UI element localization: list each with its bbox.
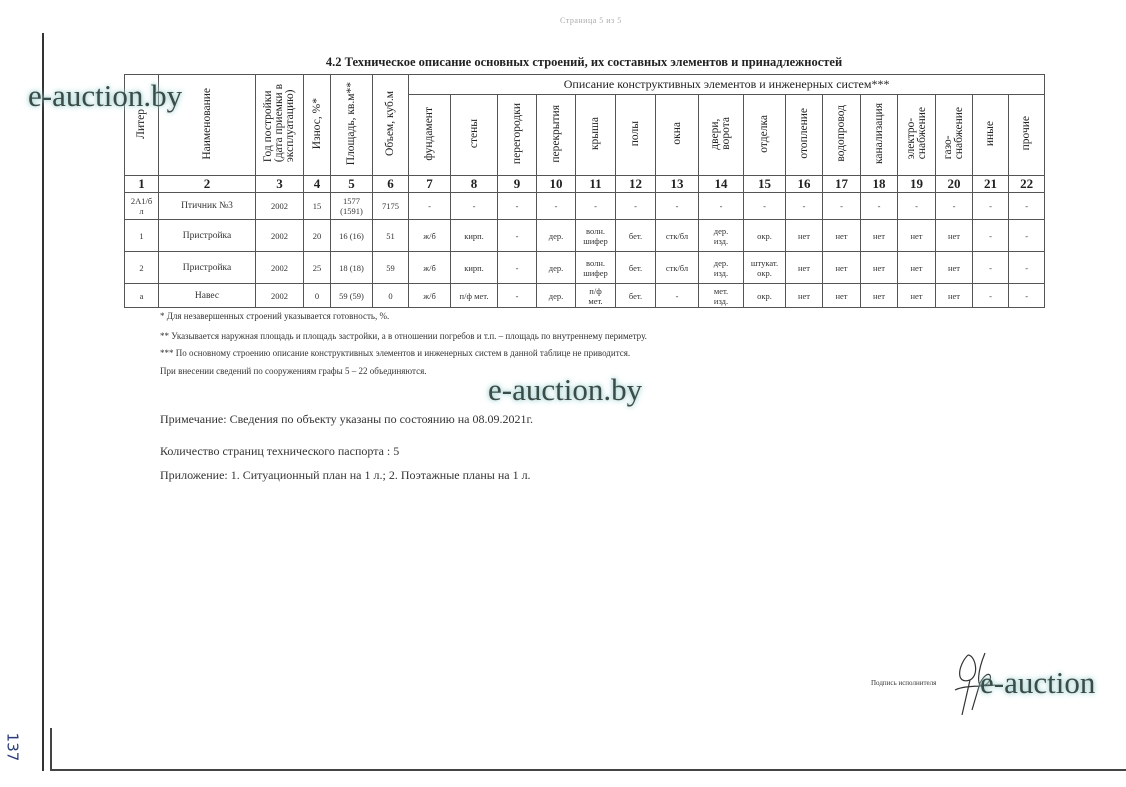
column-header xyxy=(823,95,861,176)
table-cell: - xyxy=(451,193,498,220)
column-number: 2 xyxy=(159,176,256,193)
column-header-label: перекрытия xyxy=(549,104,562,163)
table-cell: Птичник №3 xyxy=(159,193,256,220)
handwritten-page-number: 137 xyxy=(3,732,22,762)
margin-line xyxy=(42,33,44,771)
table-cell: штукат. окр. xyxy=(744,252,786,284)
column-header-label: прочие xyxy=(1020,116,1033,151)
table-cell: дер. xyxy=(537,284,576,308)
table-cell: 20 xyxy=(304,220,331,252)
table-cell: - xyxy=(537,193,576,220)
table-cell: 2А1/б л xyxy=(125,193,159,220)
column-number: 8 xyxy=(451,176,498,193)
column-header-label: канализация xyxy=(872,102,885,164)
table-cell: - xyxy=(973,284,1009,308)
table-cell: 15 xyxy=(304,193,331,220)
table-cell: - xyxy=(823,193,861,220)
table-cell: ж/б xyxy=(409,252,451,284)
table-cell: - xyxy=(498,252,537,284)
table-cell: - xyxy=(1009,193,1045,220)
column-number: 7 xyxy=(409,176,451,193)
table-cell: п/ф мет. xyxy=(576,284,616,308)
column-header-label: Год постройки (дата приемки в эксплуатацию) xyxy=(262,84,296,163)
table-row xyxy=(125,252,1045,284)
table-cell: - xyxy=(898,193,936,220)
table-cell: а xyxy=(125,284,159,308)
column-number: 14 xyxy=(699,176,744,193)
table-cell: волн. шифер xyxy=(576,252,616,284)
footnote-2: ** Указывается наружная площадь и площадь застройки, а в отношении погребов и т.п. – площадь по внутреннему периметру. xyxy=(160,331,647,341)
column-number-row xyxy=(125,176,1045,193)
table-cell: 2002 xyxy=(256,252,304,284)
table-cell: нет xyxy=(786,252,823,284)
table-cell: дер. xyxy=(537,252,576,284)
table-cell: - xyxy=(936,193,973,220)
column-header-label: фундамент xyxy=(423,106,435,161)
column-header xyxy=(699,95,744,176)
column-header xyxy=(409,95,451,176)
column-header-label: Наименование xyxy=(200,87,213,160)
column-header-label: Объем, куб.м xyxy=(384,91,396,156)
table-cell: нет xyxy=(786,284,823,308)
column-header xyxy=(1009,95,1045,176)
table-cell: нет xyxy=(861,220,898,252)
table-cell: Пристройка xyxy=(159,252,256,284)
group-header: Описание конструктивных элементов и инженерных систем*** xyxy=(409,75,1045,95)
column-number: 10 xyxy=(537,176,576,193)
column-number: 9 xyxy=(498,176,537,193)
note-text: Примечание: Сведения по объекту указаны по состоянию на 08.09.2021г. xyxy=(160,412,534,426)
corner-line xyxy=(50,728,52,771)
table-cell: - xyxy=(1009,252,1045,284)
watermark: e-auction.by xyxy=(28,78,183,113)
table-cell: нет xyxy=(823,252,861,284)
watermark: e-auction.by xyxy=(488,372,643,407)
table-cell: 1 xyxy=(125,220,159,252)
column-number: 21 xyxy=(973,176,1009,193)
table-cell: кирп. xyxy=(451,252,498,284)
footnote-4: При внесении сведений по сооружениям графы 5 – 22 объединяются. xyxy=(160,366,427,376)
footnote-3: *** По основному строению описание конструктивных элементов и инженерных систем в данной таблице не приводится. xyxy=(160,348,631,358)
table-cell: 51 xyxy=(373,220,409,252)
table-cell: Пристройка xyxy=(159,220,256,252)
table-cell: дер. xyxy=(537,220,576,252)
column-header-label: перегородки xyxy=(510,102,523,165)
table-cell: - xyxy=(1009,284,1045,308)
column-header xyxy=(256,75,304,176)
table-cell: бет. xyxy=(616,284,656,308)
table-cell: нет xyxy=(898,220,936,252)
table-cell: дер. изд. xyxy=(699,220,744,252)
table-cell: 7175 xyxy=(373,193,409,220)
table-cell: - xyxy=(861,193,898,220)
table-cell: - xyxy=(973,220,1009,252)
table-cell: 1577 (1591) xyxy=(331,193,373,220)
bottom-line xyxy=(50,769,1126,771)
table-cell: - xyxy=(1009,220,1045,252)
column-header-label: иные xyxy=(984,120,996,147)
footnote-1: * Для незавершенных строений указывается готовность, %. xyxy=(160,311,390,321)
table-row xyxy=(125,220,1045,252)
table-cell: стк/бл xyxy=(656,220,699,252)
table-cell: 2002 xyxy=(256,220,304,252)
table-cell: нет xyxy=(898,284,936,308)
table-cell: ж/б xyxy=(409,284,451,308)
column-number: 17 xyxy=(823,176,861,193)
appendix-text: Приложение: 1. Ситуационный план на 1 л.; 2. Поэтажные планы на 1 л. xyxy=(160,468,531,482)
table-cell: мет. изд. xyxy=(699,284,744,308)
table-cell: - xyxy=(498,284,537,308)
table-cell: нет xyxy=(823,220,861,252)
page-count-text: Количество страниц технического паспорта : 5 xyxy=(160,444,400,458)
column-header-label: водопровод xyxy=(835,105,847,162)
column-header-label: стены xyxy=(467,118,480,149)
table-cell: - xyxy=(616,193,656,220)
column-header xyxy=(936,95,973,176)
buildings-table xyxy=(124,74,1045,308)
column-number: 12 xyxy=(616,176,656,193)
table-cell: нет xyxy=(861,252,898,284)
table-cell: нет xyxy=(936,284,973,308)
column-number: 1 xyxy=(125,176,159,193)
column-number: 13 xyxy=(656,176,699,193)
column-header xyxy=(616,95,656,176)
table-cell: нет xyxy=(861,284,898,308)
table-cell: - xyxy=(786,193,823,220)
table-cell: 59 (59) xyxy=(331,284,373,308)
column-number: 19 xyxy=(898,176,936,193)
table-cell: нет xyxy=(898,252,936,284)
column-header-label: двери, ворота xyxy=(709,117,732,150)
column-header-label: газо- снабжение xyxy=(942,107,965,160)
table-cell: - xyxy=(744,193,786,220)
table-cell: - xyxy=(973,252,1009,284)
table-cell: 0 xyxy=(304,284,331,308)
table-cell: - xyxy=(576,193,616,220)
table-cell: 2 xyxy=(125,252,159,284)
table-cell: - xyxy=(656,193,699,220)
table-cell: нет xyxy=(786,220,823,252)
column-number: 20 xyxy=(936,176,973,193)
table-cell: 18 (18) xyxy=(331,252,373,284)
table-cell: - xyxy=(699,193,744,220)
column-number: 6 xyxy=(373,176,409,193)
column-header-label: крыша xyxy=(589,116,601,151)
table-cell: п/ф мет. xyxy=(451,284,498,308)
table-cell: 59 xyxy=(373,252,409,284)
column-header-label: полы xyxy=(629,120,641,147)
column-header-label: окна xyxy=(670,122,683,145)
column-header-label: отделка xyxy=(758,114,770,153)
table-cell: бет. xyxy=(616,220,656,252)
table-cell: нет xyxy=(936,252,973,284)
column-number: 22 xyxy=(1009,176,1045,193)
section-title: 4.2 Техническое описание основных строений, их составных элементов и принадлежностей xyxy=(325,55,843,69)
table-cell: - xyxy=(498,193,537,220)
column-header-label: Износ, %* xyxy=(310,97,323,150)
column-header xyxy=(373,75,409,176)
column-number: 5 xyxy=(331,176,373,193)
table-cell: - xyxy=(973,193,1009,220)
column-number: 16 xyxy=(786,176,823,193)
table-cell: 0 xyxy=(373,284,409,308)
table-cell: 16 (16) xyxy=(331,220,373,252)
column-header xyxy=(331,75,373,176)
column-header-label: Литер xyxy=(135,108,147,139)
column-header xyxy=(576,95,616,176)
column-number: 18 xyxy=(861,176,898,193)
table-cell: дер. изд. xyxy=(699,252,744,284)
table-cell: нет xyxy=(823,284,861,308)
column-number: 15 xyxy=(744,176,786,193)
table-cell: кирп. xyxy=(451,220,498,252)
table-cell: 25 xyxy=(304,252,331,284)
column-number: 11 xyxy=(576,176,616,193)
column-header-label: электро- снабжение xyxy=(904,107,928,160)
column-header xyxy=(786,95,823,176)
table-cell: 2002 xyxy=(256,193,304,220)
column-number: 4 xyxy=(304,176,331,193)
column-header-label: отопление xyxy=(797,108,810,159)
table-cell: 2002 xyxy=(256,284,304,308)
column-header xyxy=(537,95,576,176)
table-cell: ж/б xyxy=(409,220,451,252)
table-cell: - xyxy=(656,284,699,308)
table-cell: бет. xyxy=(616,252,656,284)
table-cell: - xyxy=(409,193,451,220)
column-header xyxy=(451,95,498,176)
column-header xyxy=(861,95,898,176)
signature-label: Подпись исполнителя xyxy=(871,679,937,687)
column-number: 3 xyxy=(256,176,304,193)
column-header xyxy=(498,95,537,176)
column-header xyxy=(744,95,786,176)
table-cell: нет xyxy=(936,220,973,252)
table-cell: стк/бл xyxy=(656,252,699,284)
column-header xyxy=(898,95,936,176)
table-cell: окр. xyxy=(744,284,786,308)
table-cell: окр. xyxy=(744,220,786,252)
column-header xyxy=(973,95,1009,176)
column-header-label: Площадь, кв.м** xyxy=(345,81,357,166)
table-cell: Навес xyxy=(159,284,256,308)
column-header xyxy=(656,95,699,176)
table-row xyxy=(125,193,1045,220)
watermark: e-auction xyxy=(980,665,1096,700)
column-header xyxy=(304,75,331,176)
table-cell: волн. шифер xyxy=(576,220,616,252)
page-header: Страница 5 из 5 xyxy=(560,16,622,25)
header-row xyxy=(125,75,1045,95)
table-row xyxy=(125,284,1045,308)
table-cell: - xyxy=(498,220,537,252)
